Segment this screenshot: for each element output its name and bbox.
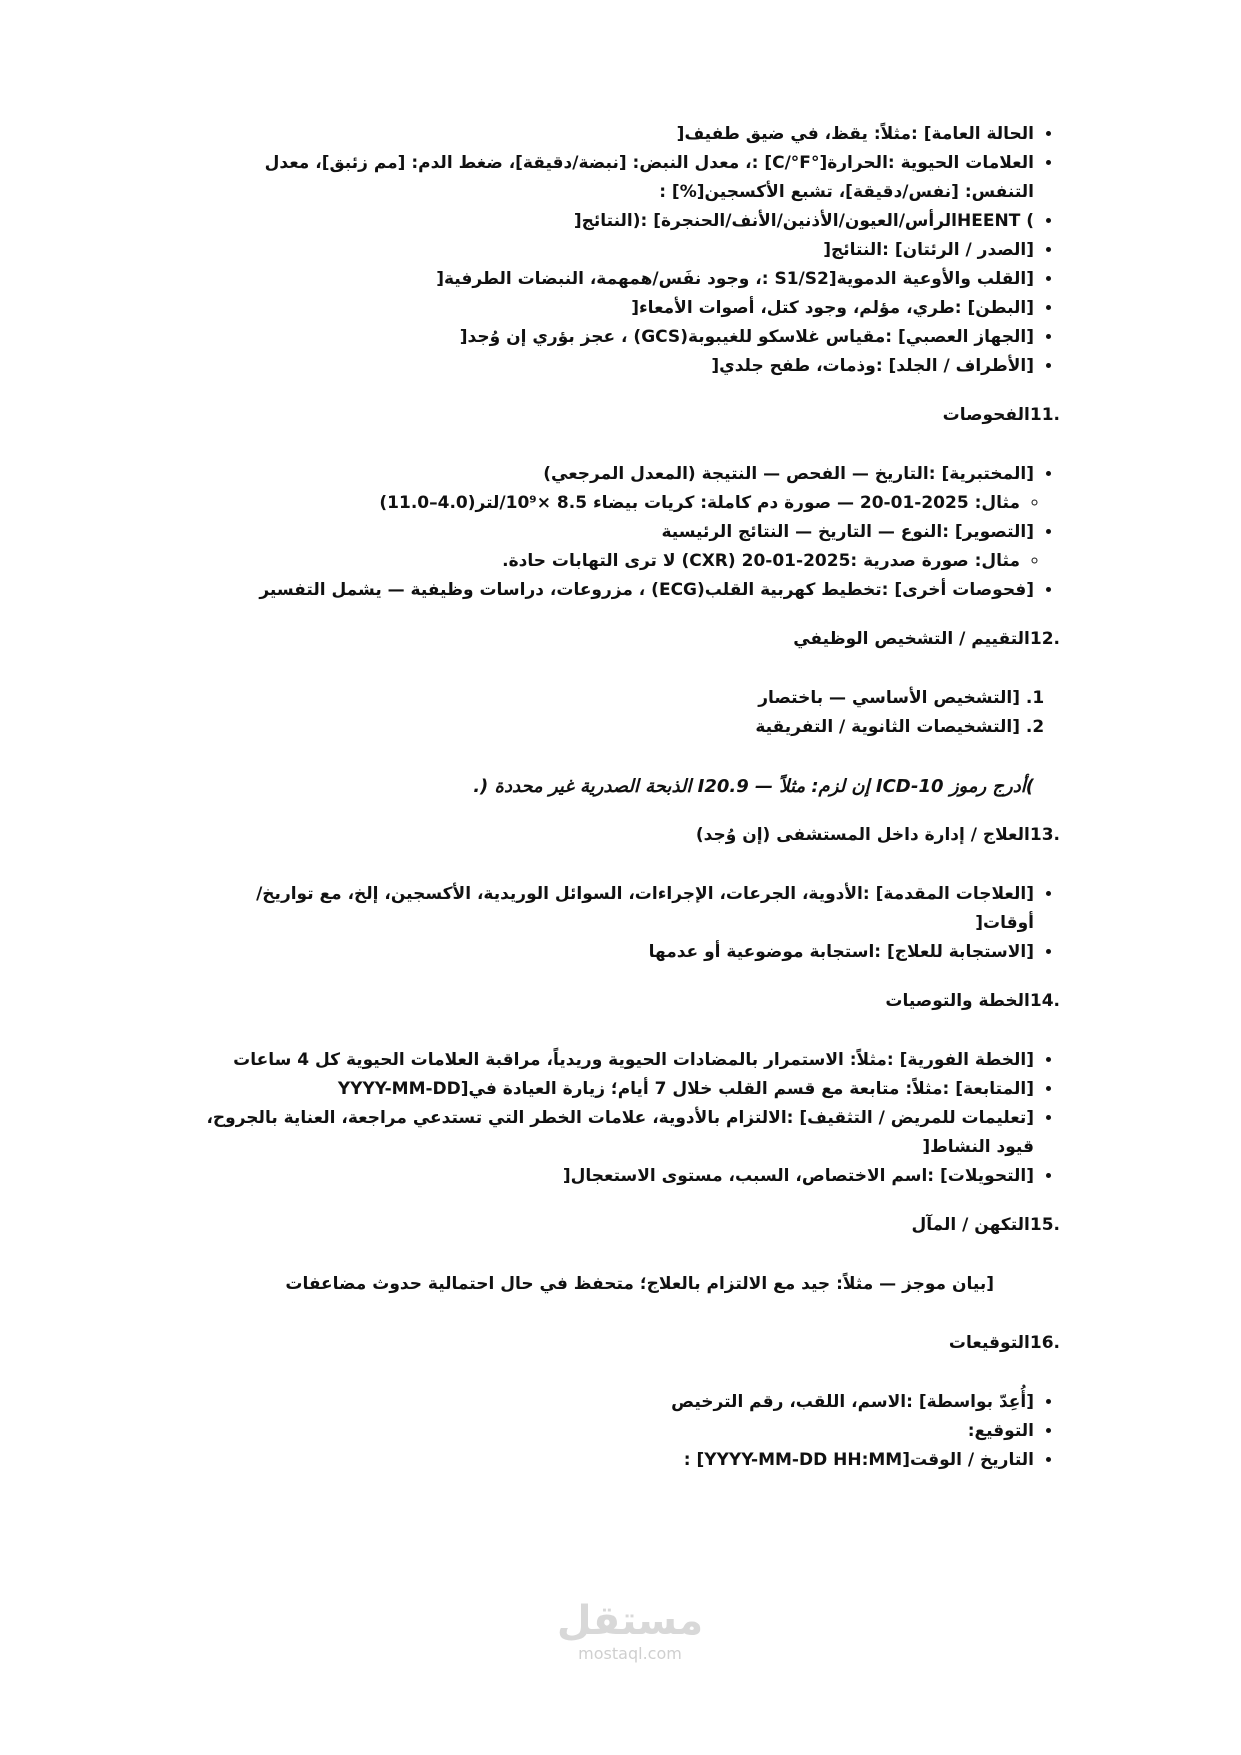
exam-item: • [الصدر / الرئتان] :النتائج[ (200, 236, 1034, 265)
plan-item: • [المتابعة] :مثلاً: متابعة مع قسم القلب خلال 7 أيام؛ زيارة العيادة في[YYYY-MM-DD (200, 1075, 1034, 1104)
signatures-heading: .16التوقيعات (948, 1333, 1060, 1353)
watermark-logo: مستقل (556, 1598, 704, 1644)
other-tests-item: • [فحوصات أخرى] :تخطيط كهربية القلب(ECG) ، مزروعات، دراسات وظيفية — يشمل التفسير (200, 576, 1034, 605)
exam-item: • [البطن] :طري، مؤلم، وجود كتل، أصوات الأمعاء[ (200, 294, 1034, 323)
exam-item: • [الجهاز العصبي] :مقياس غلاسكو للغيبوبة(GCS) ، عجز بؤري إن وُجد[ (200, 323, 1034, 352)
other-tests-list (200, 576, 1060, 605)
treatment-item: • [الاستجابة للعلاج] :استجابة موضوعية أو عدمها (200, 938, 1034, 967)
watermark-url: mostaql.com (578, 1644, 682, 1663)
exam-item: • العلامات الحيوية :الحرارة[°C/°F] :، معدل النبض: [نبضة/دقيقة]، ضغط الدم: [مم زئبق]، معدل التنفس: [نفس/دقيقة]، تشبع الأكسجين[%] : (200, 149, 1034, 207)
plan-item: • [تعليمات للمريض / التثقيف] :الالتزام بالأدوية، علامات الخطر التي تستدعي مراجعة، العناية بالجروح، قيود النشاط[ (200, 1104, 1034, 1162)
treatment-list (200, 880, 1060, 967)
exam-item: • ) HEENTالرأس/العيون/الأذنين/الأنف/الحنجرة] :(النتائج[ (200, 207, 1034, 236)
signature-item: • التاريخ / الوقت[YYYY-MM-DD HH:MM] : (200, 1446, 1034, 1475)
lab-example-list (200, 489, 1060, 518)
lab-example: ◦ مثال: 2025-01-20 — صورة دم كاملة: كريات بيضاء 8.5 ×10⁹/لتر(4.0–11.0) (200, 489, 1020, 518)
imaging-example: ◦ مثال: صورة صدرية :2025-01-20 (CXR) لا ترى التهابات حادة. (200, 547, 1020, 576)
exam-item: • الحالة العامة] :مثلاً: يقظ، في ضيق طفيف[ (200, 120, 1034, 149)
prognosis-text: [بيان موجز — مثلاً: جيد مع الالتزام بالعلاج؛ متحفظ في حال احتمالية حدوث مضاعفات (285, 1274, 994, 1294)
assessment-heading: .12التقييم / التشخيص الوظيفي (793, 629, 1060, 649)
investigations-heading: .11الفحوصات (942, 405, 1060, 425)
exam-item: • [القلب والأوعية الدموية[S1/S2 :، وجود نفَس/همهمة، النبضات الطرفية[ (200, 265, 1034, 294)
prognosis-heading: .15التكهن / المآل (911, 1215, 1060, 1235)
imaging-list (200, 518, 1060, 547)
plan-list (200, 1046, 1060, 1191)
signature-item: • [أُعِدّ بواسطة] :الاسم، اللقب، رقم الترخيص (200, 1388, 1034, 1417)
icd-note: )أدرج رموز ICD-10 إن لزم: مثلاً — I20.9 الذبحة الصدرية غير محددة (. (473, 776, 1034, 797)
plan-item: • [الخطة الفورية] :مثلاً: الاستمرار بالمضادات الحيوية وريدياً، مراقبة العلامات الحيوية كل 4 ساعات (200, 1046, 1034, 1075)
diagnosis-item: 2. [التشخيصات الثانوية / التفريقية (200, 713, 1020, 742)
exam-item: • [الأطراف / الجلد] :وذمات، طفح جلدي[ (200, 352, 1034, 381)
exam-list (200, 120, 1060, 381)
imaging-example-list (200, 547, 1060, 576)
lab-item: • [المختبرية] :التاريخ — الفحص — النتيجة (المعدل المرجعي) (200, 460, 1034, 489)
signatures-list (200, 1388, 1060, 1475)
mostaql-watermark (535, 1598, 725, 1664)
diagnosis-item: 1. [التشخيص الأساسي — باختصار (200, 684, 1020, 713)
signature-item: • التوقيع: (200, 1417, 1034, 1446)
plan-heading: .14الخطة والتوصيات (885, 991, 1060, 1011)
investigations-list (200, 460, 1060, 489)
treatment-heading: .13العلاج / إدارة داخل المستشفى (إن وُجد) (695, 825, 1060, 845)
diagnosis-list (200, 684, 1060, 742)
imaging-item: • [التصوير] :النوع — التاريخ — النتائج الرئيسية (200, 518, 1034, 547)
document-content (200, 120, 1060, 1475)
plan-item: • [التحويلات] :اسم الاختصاص، السبب، مستوى الاستعجال[ (200, 1162, 1034, 1191)
treatment-item: • [العلاجات المقدمة] :الأدوية، الجرعات، الإجراءات، السوائل الوريدية، الأكسجين، إلخ، مع تواريخ/أوقات[ (200, 880, 1034, 938)
